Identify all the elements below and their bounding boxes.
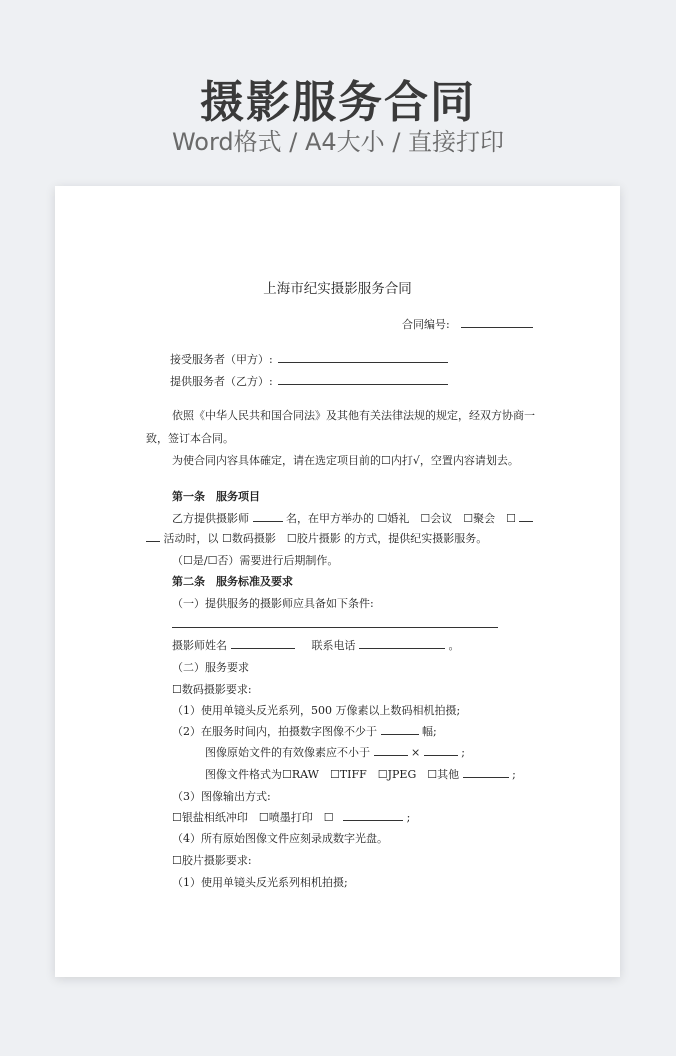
output-options [172, 809, 410, 825]
article-1-line-1 [172, 510, 533, 526]
output-text: ☐银盐相纸冲印 ☐喷墨打印 ☐ [172, 811, 334, 824]
photographer-name-blank [231, 638, 295, 649]
phone-blank [359, 638, 445, 649]
article-2-line-2: （二）服务要求 [172, 661, 249, 674]
document-title: 上海市纪实摄影服务合同 [263, 281, 412, 297]
event-name-blank [146, 531, 160, 542]
article-2-line-1: （一）提供服务的摄影师应具备如下条件: [172, 597, 374, 610]
format-end: ; [512, 768, 516, 781]
digital-req-2-text: （2）在服务时间内，拍摄数字图像不少于 [172, 725, 377, 738]
article-2-heading: 第二条 服务标准及要求 [172, 575, 293, 588]
document-page [55, 186, 620, 977]
photographer-count-blank [253, 511, 283, 522]
format-text: 图像文件格式为☐RAW ☐TIFF ☐JPEG ☐其他 [205, 768, 460, 781]
pixel-height-blank [424, 745, 458, 756]
page-subtitle: Word格式 / A4大小 / 直接打印 [171, 128, 505, 156]
art1-text-a: 乙方提供摄影师 [172, 512, 249, 525]
article-1-line-2 [146, 530, 487, 546]
intro-paragraph-2: 为使合同内容具体確定，请在选定项目前的☐内打√，空置内容请划去。 [172, 454, 519, 467]
pixel-requirement [205, 744, 465, 760]
party-a-blank [278, 352, 448, 363]
film-requirements-label: ☐胶片摄影要求: [172, 854, 252, 867]
art1-text-b: 名，在甲方举办的 ☐婚礼 ☐会议 ☐聚会 ☐ [286, 512, 516, 525]
party-a-row [170, 351, 448, 367]
contract-number-blank [461, 317, 533, 328]
digital-req-1: （1）使用单镜头反光系列，500 万像素以上数码相机拍摄; [172, 704, 461, 717]
pixel-width-blank [374, 745, 408, 756]
contract-number-label: 合同编号: [402, 318, 450, 331]
party-b-label: 提供服务者（乙方）: [170, 375, 273, 388]
phone-label: 联系电话 [311, 639, 356, 652]
pixel-text: 图像原始文件的有效像素应不小于 [205, 746, 370, 759]
digital-requirements-label: ☐数码摄影要求: [172, 683, 252, 696]
digital-req-2 [172, 723, 437, 739]
digital-req-2-end: 幅; [422, 725, 437, 738]
format-other-blank [463, 767, 509, 778]
image-count-blank [381, 724, 419, 735]
film-req-1: （1）使用单镜头反光系列相机拍摄; [172, 876, 348, 889]
article-1-heading: 第一条 服务项目 [172, 490, 260, 503]
contract-number-row [402, 316, 533, 332]
phone-end: 。 [448, 639, 460, 652]
pixel-end: ; [461, 746, 465, 759]
party-a-label: 接受服务者（甲方）: [170, 353, 273, 366]
output-end: ; [406, 811, 411, 824]
art1-text-c: 活动时，以 ☐数码摄影 ☐胶片摄影 的方式，提供纪实摄影服务。 [163, 532, 488, 545]
output-other-blank [343, 810, 403, 821]
format-requirement [205, 766, 516, 782]
pixel-times: × [411, 746, 421, 759]
photographer-row [172, 637, 460, 653]
other-event-blank [519, 511, 533, 522]
intro-paragraph-1: 依照《中华人民共和国合同法》及其他有关法律法规的规定，经双方协商一 [172, 409, 535, 422]
digital-req-4: （4）所有原始图像文件应刻录成数字光盘。 [172, 832, 388, 845]
signature-line [172, 627, 498, 628]
party-b-row [170, 373, 448, 389]
photographer-label: 摄影师姓名 [172, 639, 227, 652]
party-b-blank [278, 374, 448, 385]
article-1-line-3: （☐是/☐否）需要进行后期制作。 [172, 554, 339, 567]
page-title: 摄影服务合同 [200, 77, 476, 128]
intro-paragraph-1-cont: 致，签订本合同。 [146, 432, 234, 445]
digital-req-3: （3）图像输出方式: [172, 790, 271, 803]
